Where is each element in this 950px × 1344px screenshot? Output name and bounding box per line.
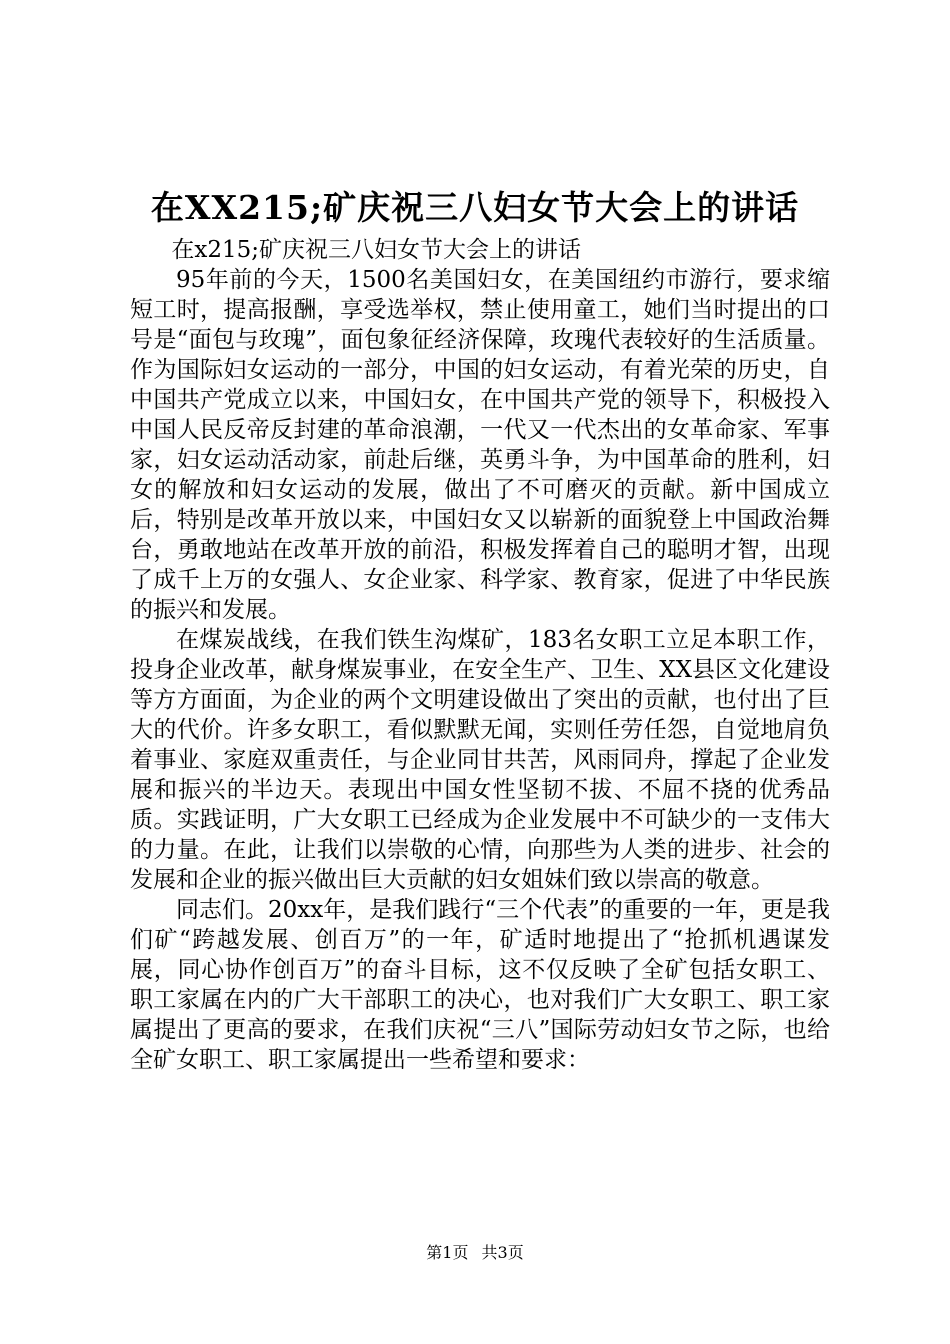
page-footer	[0, 1242, 950, 1264]
paragraph-1: 95年前的今天，1500名美国妇女，在美国纽约市游行，要求缩短工时，提高报酬，享受选举权，禁止使用童工，她们当时提出的口号是“面包与玫瑰”，面包象征经济保障，玫瑰代表较好的生活质量。作为国际妇女运动的一部分，中国的妇女运动，有着光荣的历史，自中国共产党成立以来，中国妇女，在中国共产党的领导下，积极投入中国人民反帝反封建的革命浪潮，一代又一代杰出的女革命家、军事家，妇女运动活动家，前赴后继，英勇斗争，为中国革命的胜利，妇女的解放和妇女运动的发展，做出了不可磨灭的贡献。新中国成立后，特别是改革开放以来，中国妇女又以崭新的面貌登上中国政治舞台，勇敢地站在改革开放的前沿，积极发挥着自己的聪明才智，出现了成千上万的女强人、女企业家、科学家、教育家，促进了中华民族的振兴和发展。	[130, 267, 830, 623]
document-title: 在XX215;矿庆祝三八妇女节大会上的讲话	[150, 188, 800, 227]
paragraph-2: 在煤炭战线，在我们铁生沟煤矿，183名女职工立足本职工作，投身企业改革，献身煤炭事业，在安全生产、卫生、XX县区文化建设等方方面面，为企业的两个文明建设做出了突出的贡献，也付出了巨大的代价。许多女职工，看似默默无闻，实则任劳任怨，自觉地肩负着事业、家庭双重责任，与企业同甘共苦，风雨同舟，撑起了企业发展和振兴的半边天。表现出中国女性坚韧不拔、不屈不挠的优秀品质。实践证明，广大女职工已经成为企业发展中不可缺少的一支伟大的力量。在此，让我们以崇敬的心情，向那些为人类的进步、社会的发展和企业的振兴做出巨大贡献的妇女姐妹们致以崇高的敬意。	[130, 627, 830, 893]
document-subtitle: 在x215;矿庆祝三八妇女节大会上的讲话	[171, 237, 582, 263]
page-total: 共3页	[481, 1243, 524, 1262]
document-body	[130, 235, 830, 1075]
paragraph-3: 同志们。20xx年，是我们践行“三个代表”的重要的一年，更是我们矿“跨越发展、创百万”的一年，矿适时地提出了“抢抓机遇谋发展，同心协作创百万”的奋斗目标，这不仅反映了全矿包括女职工、职工家属在内的广大干部职工的决心，也对我们广大女职工、职工家属提出了更高的要求，在我们庆祝“三八”国际劳动妇女节之际，也给全矿女职工、职工家属提出一些希望和要求：	[130, 897, 830, 1073]
page-number: 第1页	[426, 1243, 469, 1262]
